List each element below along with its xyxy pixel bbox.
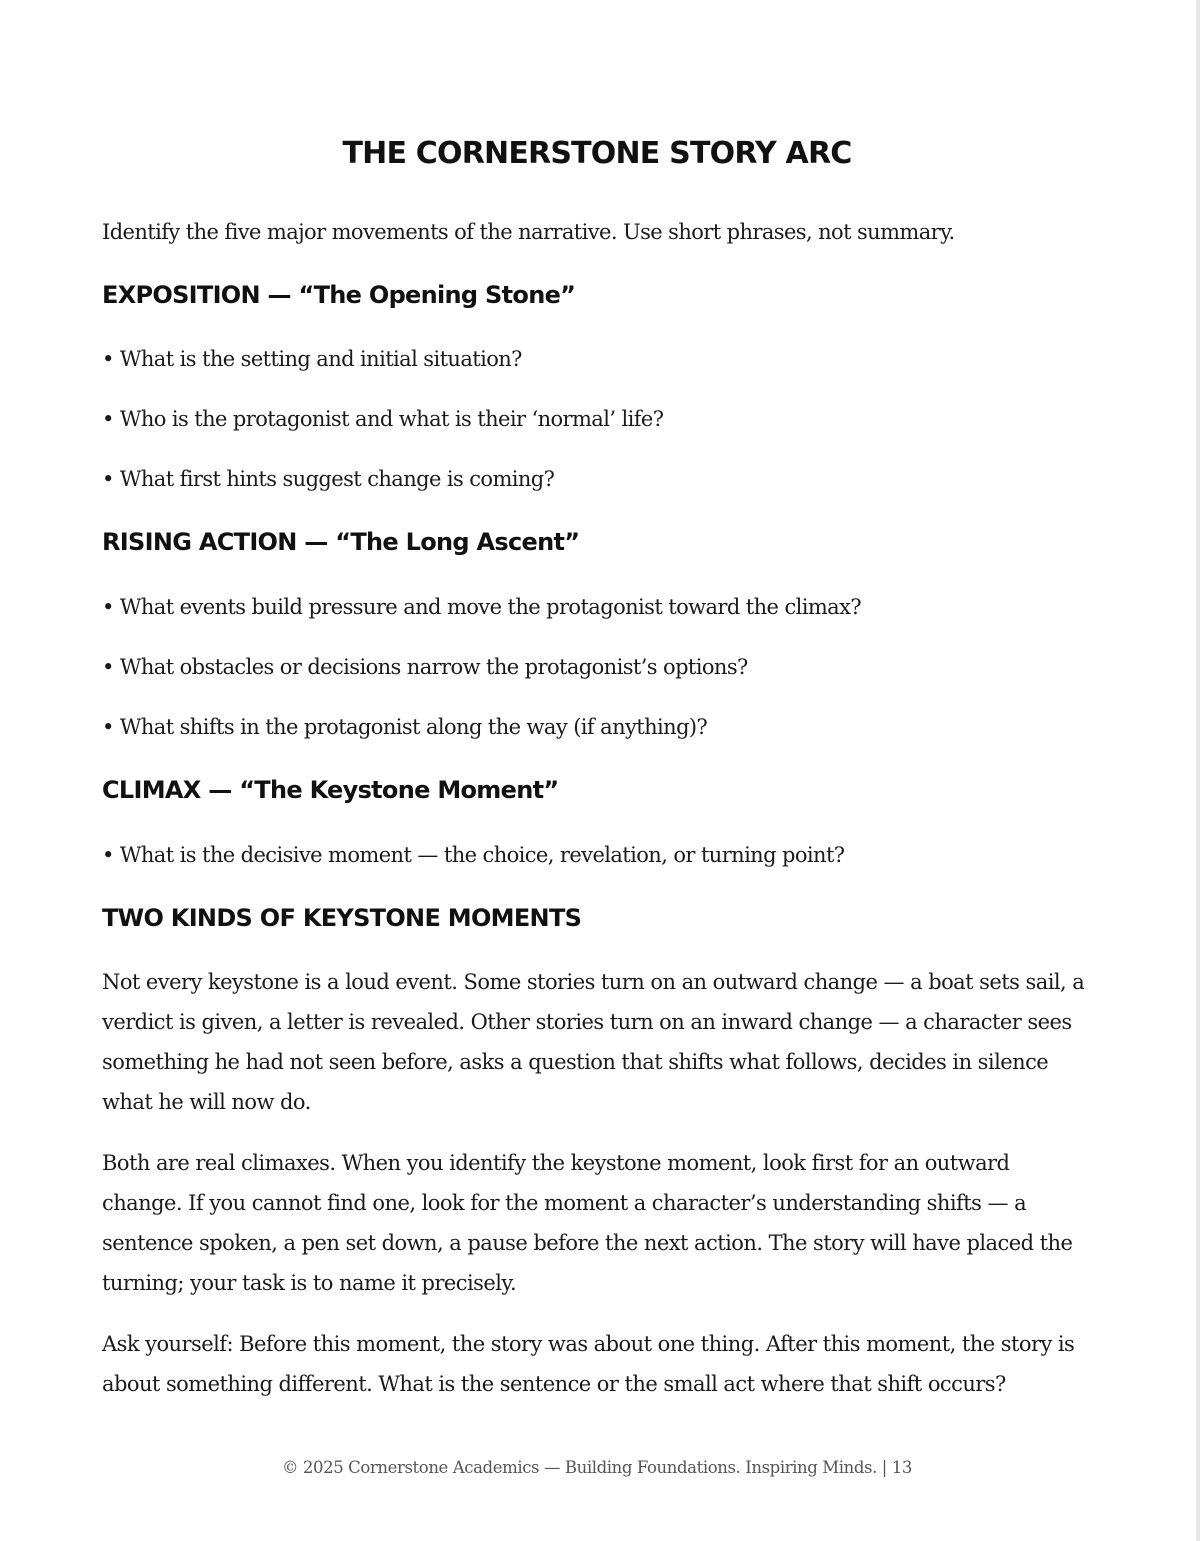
rising-action-bullet: • What events build pressure and move the protagonist toward the climax? <box>102 595 861 619</box>
page-footer: © 2025 Cornerstone Academics — Building Foundations. Inspiring Minds. | 13 <box>281 1458 913 1477</box>
keystone-kinds-heading: TWO KINDS OF KEYSTONE MOMENTS <box>102 904 582 932</box>
rising-action-bullet: • What obstacles or decisions narrow the protagonist’s options? <box>102 655 748 679</box>
intro-instructions: Identify the five major movements of the narrative. Use short phrases, not summary. <box>102 220 955 244</box>
climax-heading: CLIMAX — “The Keystone Moment” <box>102 776 559 804</box>
keystone-paragraph: Ask yourself: Before this moment, the story was about one thing. After this moment, the story is about something different. What is the sentence or the small act where that shift occurs? <box>102 1332 1075 1396</box>
exposition-bullet: • What is the setting and initial situation? <box>102 347 522 371</box>
page-edge-shadow <box>1196 0 1200 1541</box>
climax-bullet: • What is the decisive moment — the choice, revelation, or turning point? <box>102 843 845 867</box>
page-title: THE CORNERSTONE STORY ARC <box>342 136 852 171</box>
rising-action-bullet: • What shifts in the protagonist along the way (if anything)? <box>102 715 708 739</box>
keystone-paragraph: Not every keystone is a loud event. Some stories turn on an outward change — a boat sets sail, a verdict is given, a letter is revealed. Other stories turn on an inward change — a character sees something he had not seen before, asks a question that shifts what follows, decides in silence what he will now do. <box>102 970 1085 1114</box>
exposition-heading: EXPOSITION — “The Opening Stone” <box>102 281 576 309</box>
exposition-bullet: • Who is the protagonist and what is their ‘normal’ life? <box>102 407 664 431</box>
document-page <box>102 0 1092 1541</box>
rising-action-heading: RISING ACTION — “The Long Ascent” <box>102 528 580 556</box>
exposition-bullet: • What first hints suggest change is coming? <box>102 467 555 491</box>
keystone-paragraph: Both are real climaxes. When you identify the keystone moment, look first for an outward change. If you cannot find one, look for the moment a character’s understanding shifts — a sentence spoken, a pen set down, a pause before the next action. The story will have placed the turning; your task is to name it precisely. <box>102 1151 1073 1295</box>
